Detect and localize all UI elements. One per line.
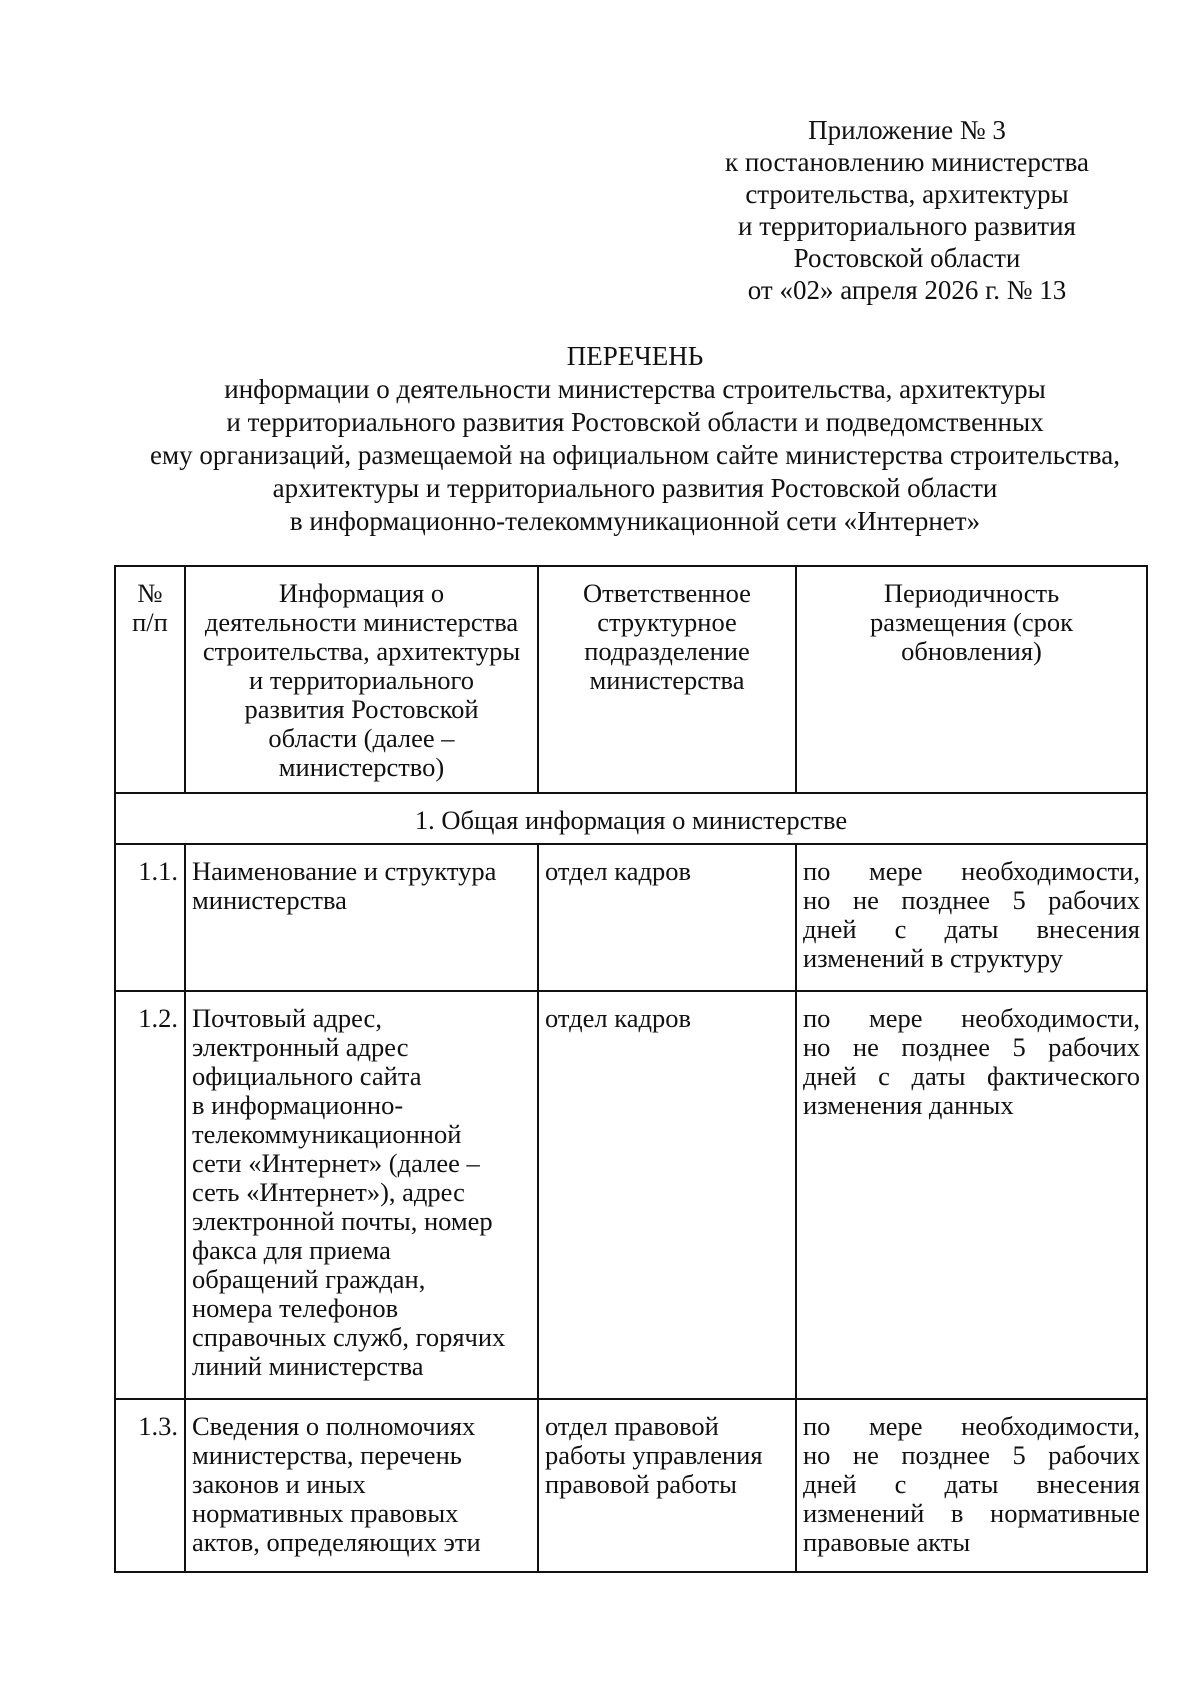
row-period-line: по мере необходимости, (803, 1411, 1140, 1441)
header-info-line: министерство) (278, 752, 445, 782)
header-info-line: строительства, архитектуры (202, 636, 521, 666)
row-period-line: по мере необходимости, (803, 856, 1140, 886)
header-dept-line: Ответственное (583, 578, 751, 608)
row-dept-line: отдел кадров (545, 1003, 691, 1033)
header-info (185, 566, 538, 793)
title-line: в информационно-телекоммуникационной сети «Интернет» (289, 506, 981, 536)
row-num: 1.2. (115, 991, 185, 1399)
row-info-line: линий министерства (192, 1351, 424, 1381)
row-dept (538, 844, 796, 991)
header-dept (538, 566, 796, 793)
appendix-line: строительства, архитектуры (745, 179, 1069, 209)
table-row (115, 1399, 1147, 1572)
header-num-line: п/п (132, 607, 168, 637)
appendix-line: и территориального развития (738, 211, 1076, 241)
row-period-line: дней с даты фактического (803, 1061, 1140, 1091)
row-period-line: по мере необходимости, (803, 1003, 1140, 1033)
header-dept-line: подразделение (584, 636, 750, 666)
appendix-line: Приложение № 3 (808, 115, 1006, 145)
row-info-line: Почтовый адрес, (192, 1003, 382, 1033)
information-table (114, 565, 1148, 1573)
header-dept-line: структурное (597, 607, 737, 637)
row-dept-line: работы управления (545, 1440, 763, 1470)
row-num: 1.3. (115, 1399, 185, 1572)
appendix-line: Ростовской области (793, 243, 1021, 273)
row-period-line: но не позднее 5 рабочих (803, 1440, 1140, 1470)
row-info-line: министерства (192, 885, 347, 915)
row-info-line: сети «Интернет» (далее – (192, 1148, 480, 1178)
title-heading: ПЕРЕЧЕНЬ (566, 341, 704, 371)
header-period (796, 566, 1147, 793)
title-line: архитектуры и территориального развития Ростовской области (272, 473, 998, 503)
row-period (796, 991, 1147, 1399)
header-info-line: деятельности министерства (204, 607, 519, 637)
header-info-line: Информация о (278, 578, 445, 608)
row-info-line: телекоммуникационной (192, 1119, 462, 1149)
table-header-row (115, 566, 1147, 793)
title-line: и территориального развития Ростовской области и подведомственных (226, 407, 1044, 437)
appendix-line: от «02» апреля 2026 г. № 13 (747, 275, 1067, 305)
row-info (185, 844, 538, 991)
header-num (115, 566, 185, 793)
row-dept-line: отдел правовой (545, 1411, 719, 1441)
row-period-line: дней с даты внесения (803, 1469, 1140, 1499)
row-info (185, 991, 538, 1399)
row-info-line: официального сайта (192, 1061, 422, 1091)
appendix-block (682, 114, 1132, 306)
row-period-line: изменений в структуру (803, 943, 1064, 973)
row-dept-line: отдел кадров (545, 856, 691, 886)
document-title (100, 340, 1170, 538)
title-line: информации о деятельности министерства строительства, архитектуры (224, 374, 1046, 404)
row-period-line: правовые акты (803, 1527, 971, 1557)
row-info-line: факса для приема (192, 1235, 391, 1265)
row-dept (538, 991, 796, 1399)
row-info (185, 1399, 538, 1572)
header-period-line: размещения (срок (870, 607, 1073, 637)
row-period (796, 1399, 1147, 1572)
header-info-line: развития Ростовской (244, 694, 479, 724)
header-num-line: № (137, 578, 163, 608)
row-dept-line: правовой работы (545, 1469, 737, 1499)
row-period-line: изменений в нормативные (803, 1498, 1140, 1528)
row-info-line: электронной почты, номер (192, 1206, 493, 1236)
header-info-line: области (далее – (268, 723, 455, 753)
row-info-line: сеть «Интернет»), адрес (192, 1177, 465, 1207)
section-row (115, 793, 1147, 844)
table-row (115, 991, 1147, 1399)
appendix-line: к постановлению министерства (724, 147, 1090, 177)
header-info-line: и территориального (249, 665, 474, 695)
row-period-line: дней с даты внесения (803, 914, 1140, 944)
row-dept (538, 1399, 796, 1572)
row-info-line: электронный адрес (192, 1032, 409, 1062)
row-info-line: актов, определяющих эти (192, 1527, 481, 1557)
row-info-line: Сведения о полномочиях (192, 1411, 476, 1441)
table-row (115, 844, 1147, 991)
row-info-line: номера телефонов (192, 1293, 399, 1323)
row-period (796, 844, 1147, 991)
title-line: ему организаций, размещаемой на официальном сайте министерства строительства, (150, 440, 1120, 470)
header-period-line: Периодичность (883, 578, 1060, 608)
header-period-line: обновления) (901, 636, 1042, 666)
row-info-line: Наименование и структура (192, 856, 497, 886)
header-dept-line: министерства (589, 665, 745, 695)
row-info-line: обращений граждан, (192, 1264, 426, 1294)
row-info-line: в информационно- (192, 1090, 404, 1120)
row-num: 1.1. (115, 844, 185, 991)
row-info-line: министерства, перечень (192, 1440, 462, 1470)
row-period-line: но не позднее 5 рабочих (803, 1032, 1140, 1062)
row-info-line: законов и иных (192, 1469, 366, 1499)
row-info-line: справочных служб, горячих (192, 1322, 506, 1352)
row-info-line: нормативных правовых (192, 1498, 459, 1528)
row-period-line: изменения данных (803, 1090, 1014, 1120)
row-period-line: но не позднее 5 рабочих (803, 885, 1140, 915)
section-title: 1. Общая информация о министерстве (115, 793, 1147, 844)
